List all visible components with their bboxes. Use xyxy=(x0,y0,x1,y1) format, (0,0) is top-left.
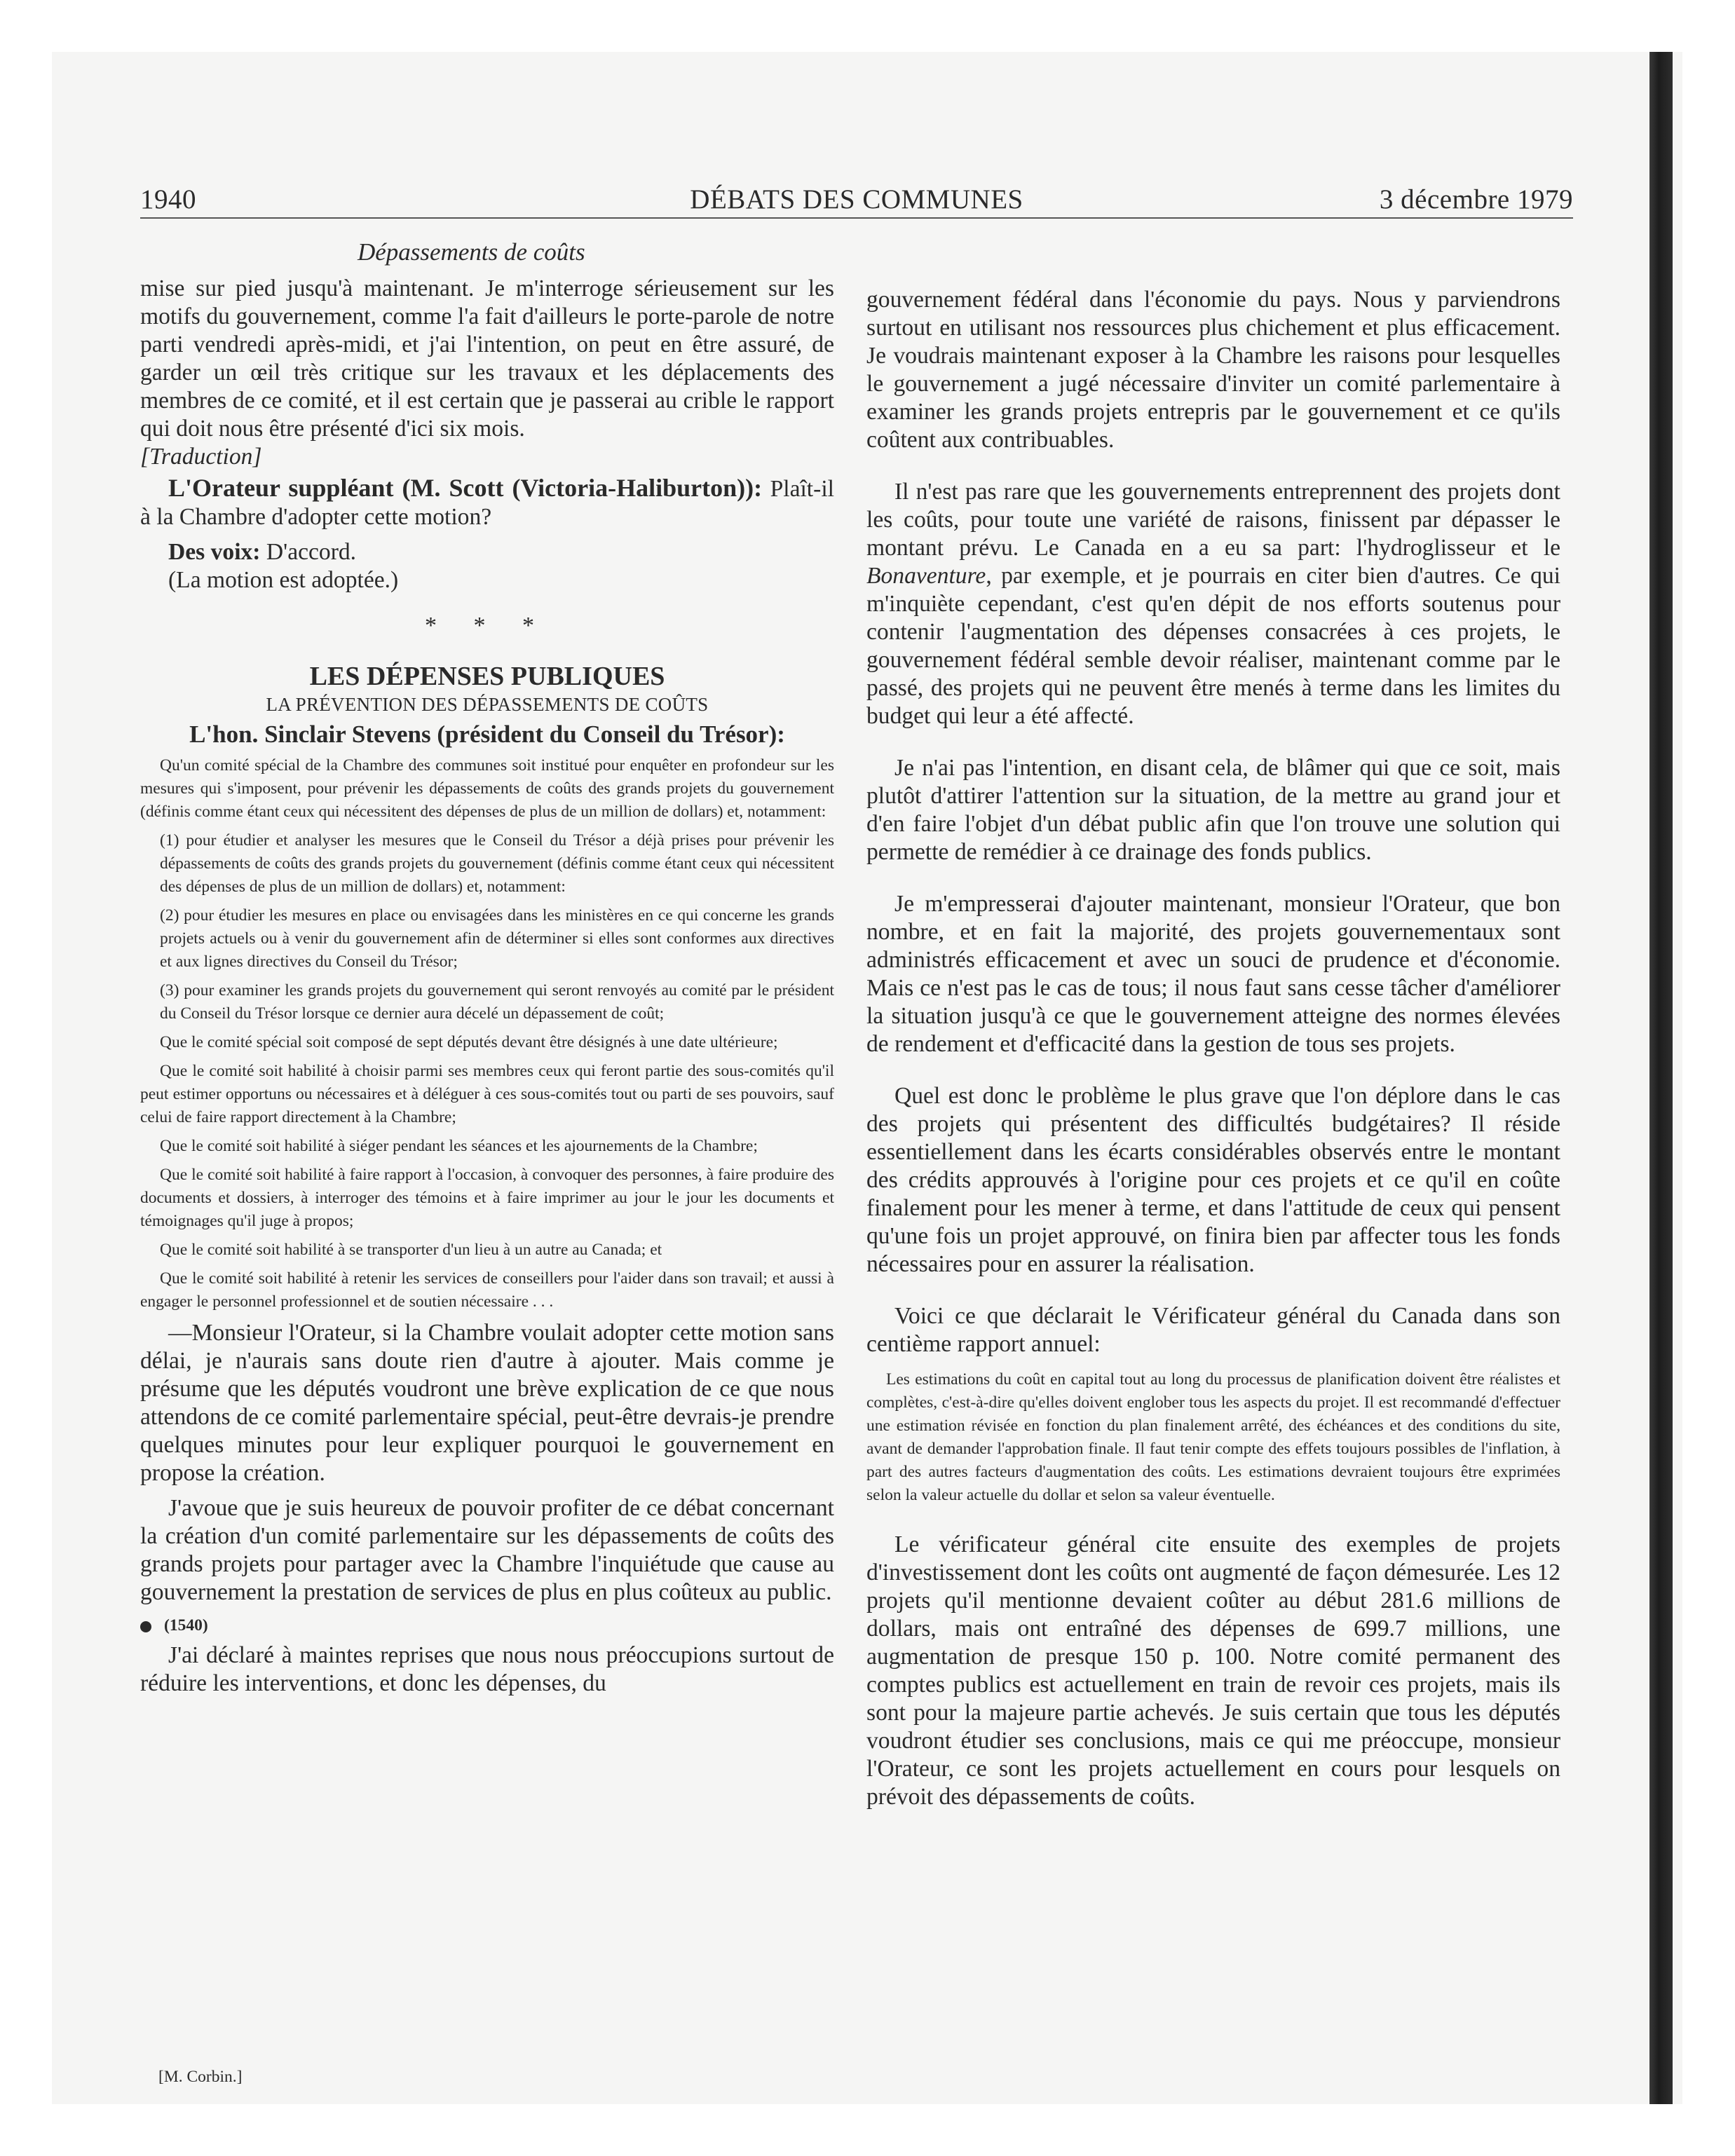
paragraph-text: Il n'est pas rare que les gouvernements entreprennent des projets dont les coûts, pour toute une variété de raisons, finissent par dépasser le montant prévu. Le Canada en a eu sa part: l'hydroglisseur et le xyxy=(866,479,1560,561)
left-column xyxy=(140,275,834,1698)
motion-item: (3) pour examiner les grands projets du gouvernement qui seront renvoyés au comité par le président du Conseil du Trésor lorsque ce dernier aura décelé un dépassement de coût; xyxy=(160,981,834,1023)
voix-text: D'accord. xyxy=(260,539,357,565)
orateur-label: L'Orateur suppléant (M. Scott (Victoria-Haliburton)): xyxy=(168,474,763,502)
paragraph xyxy=(866,478,1560,730)
page-number: 1940 xyxy=(140,184,196,214)
motion-text: Que le comité soit habilité à retenir les services de conseillers pour l'aider dans son travail; et aussi à engager le personnel professionnel et de soutien nécessaire . . . xyxy=(140,1269,834,1311)
publication-title: DÉBATS DES COMMUNES xyxy=(690,184,1023,214)
traduction-label: [Traduction] xyxy=(140,444,262,470)
time-marker-text: (1540) xyxy=(164,1616,208,1635)
section-title: LES DÉPENSES PUBLIQUES xyxy=(309,662,665,691)
issue-date: 3 décembre 1979 xyxy=(1379,184,1573,214)
running-head: Dépassements de coûts xyxy=(358,238,585,266)
paragraph: Je m'empresserai d'ajouter maintenant, monsieur l'Orateur, que bon nombre, et en fait la majorité, des projets gouvernementaux sont administrés efficacement et avec un souci de prudence et d'économie. Mais ce n'est pas le cas de tous; il nous faut sans cesse tâcher d'améliorer la situation jusqu'à ce que le gouvernement atteigne des normes élevées de rendement et d'efficacité dans la gestion de tous ses projets. xyxy=(866,891,1560,1057)
right-column xyxy=(866,286,1560,1835)
voix-label: Des voix: xyxy=(168,539,261,565)
paragraph: Voici ce que déclarait le Vérificateur général du Canada dans son centième rapport annuel: xyxy=(866,1303,1560,1357)
motion-text: Que le comité soit habilité à siéger pendant les séances et les ajournements de la Chambre; xyxy=(160,1137,758,1155)
motion-text: Que le comité spécial soit composé de sept députés devant être désignés à une date ultérieure; xyxy=(160,1033,778,1051)
paragraph: mise sur pied jusqu'à maintenant. Je m'interroge sérieusement sur les motifs du gouvernement, comme l'a fait d'ailleurs le porte-parole de notre parti vendredi après-midi, et j'ai l'intention, on peut en être assuré, de garder un œil très critique sur les travaux et les déplacements des membres de ce comité, et il est certain que je passerai au crible le rapport qui doit nous être présenté d'ici six mois. xyxy=(140,275,834,442)
ship-name: Bonaventure xyxy=(866,563,986,589)
binding-edge xyxy=(1649,52,1673,2104)
orateur-paragraph xyxy=(140,474,834,531)
motion-item: (1) pour étudier et analyser les mesures que le Conseil du Trésor a déjà prises pour prévenir les dépassements de coûts des grands projets du gouvernement (définis comme étant ceux qui nécessitent des dépenses de plus de un million de dollars) et, notamment: xyxy=(160,831,834,896)
paragraph: gouvernement fédéral dans l'économie du pays. Nous y parviendrons surtout en utilisant nos ressources plus chichement et plus efficacement. Je voudrais maintenant exposer à la Chambre les raisons pour lesquelles le gouvernement a jugé nécessaire d'inviter un comité parlementaire à examiner les grands projets entrepris par le gouvernement et ce qu'ils coûtent aux contribuables. xyxy=(866,287,1560,453)
time-marker xyxy=(140,1613,834,1637)
motion-adopted: (La motion est adoptée.) xyxy=(168,567,399,593)
section-subtitle: LA PRÉVENTION DES DÉPASSEMENTS DE COÛTS xyxy=(266,694,709,715)
page-header xyxy=(140,184,1573,219)
paragraph: J'avoue que je suis heureux de pouvoir profiter de ce débat concernant la création d'un comité parlementaire sur les dépassements de coûts des grands projets pour partager avec la Chambre l'inquiétude que cause au gouvernement la prestation de services de plus en plus coûteux au public. xyxy=(140,1495,834,1605)
motion-text: Que le comité soit habilité à choisir parmi ses membres ceux qui feront partie des sous-comités qu'il peut estimer opportuns ou nécessaires et à déléguer à ces sous-comités tout ou parti de ses pouvoirs, sauf celui de faire rapport directement à la Chambre; xyxy=(140,1062,834,1126)
auditor-quote: Les estimations du coût en capital tout au long du processus de planification doivent être réalistes et complètes, c'est-à-dire qu'elles doivent englober tous les aspects du projet. Il est recommandé d'effectuer une estimation révisée en fonction du plan finalement arrêté, des échéances et des conditions du site, avant de demander l'approbation finale. Il faut tenir compte des effets toujours possibles de l'inflation, à part des autres facteurs d'augmentation des coûts. Les estimations devraient toujours être exprimées selon la valeur actuelle du dollar et selon sa valeur éventuelle. xyxy=(866,1370,1560,1504)
paragraph: Je n'ai pas l'intention, en disant cela, de blâmer qui que ce soit, mais plutôt d'attirer l'attention sur la situation, de la mettre au grand jour et d'en faire l'objet d'un débat public afin que l'on trouve une solution qui permette de remédier à ce drainage des fonds publics. xyxy=(866,755,1560,865)
voix-paragraph xyxy=(140,538,834,566)
motion-text: Que le comité soit habilité à faire rapport à l'occasion, à convoquer des personnes, à faire produire des documents et dossiers, à interroger des témoins et à faire imprimer au jour le jour les documents et témoignages qu'il juge à propos; xyxy=(140,1166,834,1230)
paragraph: Le vérificateur général cite ensuite des exemples de projets d'investissement dont les coûts ont augmenté de façon démesurée. Les 12 projets qu'il mentionne devaient coûter au début 281.6 millions de dollars, mais ont entraîné des dépenses de 699.7 millions, une augmentation de presque 150 p. 100. Notre comité permanent des comptes publics est actuellement en train de revoir ces projets, mais ils sont pour la majeure partie achevés. Je suis certain que tous les députés voudront étudier ses conclusions, mais ce qui me préoccupe, monsieur l'Orateur, ce sont les projets actuellement en cours pour lesquels on prévoit des dépassements de coûts. xyxy=(866,1531,1560,1810)
paragraph: J'ai déclaré à maintes reprises que nous nous préoccupions surtout de réduire les interventions, et donc les dépenses, du xyxy=(140,1642,834,1696)
paragraph: Quel est donc le problème le plus grave que l'on déplore dans le cas des projets qui présentent des difficultés budgétaires? Il réside essentiellement dans les écarts considérables observés entre le montant des crédits approuvés à l'origine pour ces projets et ce qu'il en coûte finalement pour les mener à terme, et dans l'attitude de ceux qui pensent qu'une fois un projet approuvé, on finira bien par affecter tous les fonds nécessaires pour en assurer la réalisation. xyxy=(866,1083,1560,1277)
orateur-text: Plaît-il à la Chambre d'adopter cette motion? xyxy=(140,476,834,530)
motion-text: Que le comité soit habilité à se transporter d'un lieu à un autre au Canada; et xyxy=(160,1241,662,1259)
header-rule xyxy=(140,217,1573,219)
speaker-heading: L'hon. Sinclair Stevens (président du Conseil du Trésor): xyxy=(189,721,785,748)
section-separator: * * * xyxy=(425,613,550,639)
bullet-icon xyxy=(140,1621,151,1632)
motion-text: Qu'un comité spécial de la Chambre des communes soit institué pour enquêter en profondeur sur les mesures qui s'imposent, pour prévenir les dépassements de coûts des grands projets du gouvernement (définis comme étant ceux qui nécessitent des dépenses de plus de un million de dollars) et, notamment: xyxy=(140,756,834,821)
paragraph-text: , par exemple, et je pourrais en citer bien d'autres. Ce qui m'inquiète cependant, c'est qu'en dépit de nos efforts soutenus pour contenir l'augmentation des dépenses consacrées à ces projets, le gouvernement fédéral semble devoir réaliser, maintenant comme par le passé, des projets qui ne peuvent être menés à terme dans les limites du budget qui leur a été affecté. xyxy=(866,563,1560,729)
paragraph: —Monsieur l'Orateur, si la Chambre voulait adopter cette motion sans délai, je n'aurais sans doute rien d'autre à ajouter. Mais comme je présume que les députés voudront une brève explication de ce que nous attendons de ce comité parlementaire spécial, peut-être devrais-je prendre quelques minutes pour leur expliquer pourquoi le gouvernement en propose la création. xyxy=(140,1320,834,1486)
motion-item: (2) pour étudier les mesures en place ou envisagées dans les ministères en ce qui concerne les grands projets actuels ou à venir du gouvernement afin de déterminer si elles sont conformes aux directives et aux lignes directives du Conseil du Trésor; xyxy=(160,906,834,971)
page-footer: [M. Corbin.] xyxy=(158,2068,243,2086)
